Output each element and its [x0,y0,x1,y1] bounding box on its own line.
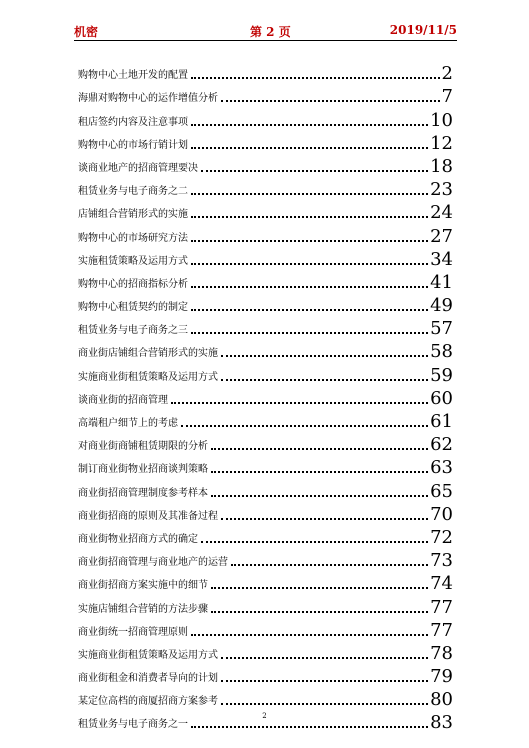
toc-entry-page: 24 [430,202,453,224]
toc-entry[interactable] [78,292,453,315]
toc-entry-page: 27 [430,225,453,247]
toc-entry-title: 谈商业街的招商管理 [78,394,168,406]
toc-dot-leader [191,263,428,265]
toc-entry-title: 购物中心的市场研究方法 [78,232,188,244]
toc-dot-leader [221,379,428,381]
toc-entry[interactable] [78,524,453,547]
toc-entry-title: 商业街租金和消费者导向的计划 [78,673,218,685]
toc-entry[interactable] [78,222,453,245]
toc-entry-page: 58 [430,341,453,363]
toc-entry-page: 12 [430,132,453,154]
toc-entry-title: 商业街招商管理制度参考样本 [78,487,208,499]
toc-entry[interactable] [78,269,453,292]
toc-dot-leader [191,726,428,728]
toc-entry-title: 商业街招商的原则及其准备过程 [78,510,218,522]
toc-dot-leader [171,402,428,404]
toc-entry-page: 10 [430,109,453,131]
toc-dot-leader [211,587,428,589]
toc-entry-page: 63 [430,457,453,479]
toc-dot-leader [211,448,428,450]
toc-entry-title: 租赁业务与电子商务之一 [78,719,188,731]
toc-entry-title: 租赁业务与电子商务之三 [78,325,188,337]
toc-entry-title: 实施店铺组合营销的方法步骤 [78,603,208,615]
toc-entry-title: 购物中心土地开发的配置 [78,70,188,82]
toc-entry-title: 实施商业街租赁策略及运用方式 [78,371,218,383]
page-header [74,22,457,41]
toc-entry-title: 实施租赁策略及运用方式 [78,255,188,267]
toc-entry-page: 18 [430,155,453,177]
toc-entry-page: 65 [430,480,453,502]
toc-entry-page: 59 [430,364,453,386]
toc-dot-leader [191,193,428,195]
toc-dot-leader [191,147,428,149]
toc-entry-page: 79 [430,666,453,688]
toc-dot-leader [211,495,428,497]
toc-dot-leader [191,216,428,218]
toc-dot-leader [191,77,440,79]
toc-entry-page: 72 [430,526,453,548]
toc-entry[interactable] [78,246,453,269]
table-of-contents [78,60,453,732]
toc-entry[interactable] [78,361,453,384]
toc-entry-page: 83 [430,712,453,734]
toc-entry-title: 商业街统一招商管理原则 [78,626,188,638]
toc-entry-page: 34 [430,248,453,270]
toc-entry-page: 2 [441,63,453,85]
toc-entry[interactable] [78,663,453,686]
toc-dot-leader [221,703,428,705]
toc-entry-title: 商业街招商方案实施中的细节 [78,580,208,592]
toc-entry[interactable] [78,385,453,408]
toc-entry[interactable] [78,501,453,524]
toc-entry-page: 77 [430,619,453,641]
toc-entry-title: 制订商业街物业招商谈判策略 [78,464,208,476]
toc-entry[interactable] [78,617,453,640]
toc-entry-page: 61 [430,411,453,432]
toc-entry-title: 购物中心租赁契约的制定 [78,302,188,314]
toc-entry-page: 62 [430,434,453,456]
footer-page-number: 2 [262,712,267,720]
toc-entry[interactable] [78,686,453,709]
toc-entry-title: 商业街店铺组合营销形式的实施 [78,348,218,360]
toc-entry[interactable] [78,477,453,500]
toc-dot-leader [191,309,428,311]
toc-entry-title: 对商业街商铺租赁期限的分析 [78,441,208,453]
confidential-label: 机密 [74,25,99,39]
toc-dot-leader [191,332,428,334]
toc-entry-page: 41 [430,271,453,293]
toc-entry[interactable] [78,547,453,570]
toc-entry[interactable] [78,153,453,176]
toc-entry-title: 商业街招商管理与商业地产的运营 [78,557,228,569]
toc-entry-title: 租赁业务与电子商务之二 [78,186,188,198]
toc-entry[interactable] [78,640,453,663]
toc-dot-leader [191,240,428,242]
toc-entry[interactable] [78,176,453,199]
toc-entry[interactable] [78,130,453,153]
toc-entry-title: 某定位高档的商厦招商方案参考 [78,696,218,708]
toc-entry-page: 78 [430,642,453,664]
toc-entry-page: 80 [430,689,453,711]
toc-entry-page: 7 [441,86,453,108]
toc-entry[interactable] [78,454,453,477]
toc-entry[interactable] [78,60,453,83]
toc-entry-title: 高端租户细节上的考虑 [78,418,178,429]
toc-entry-page: 77 [430,596,453,618]
toc-entry[interactable] [78,106,453,129]
toc-entry[interactable] [78,315,453,338]
toc-entry[interactable] [78,408,453,431]
toc-entry-title: 购物中心的招商指标分析 [78,278,188,290]
toc-dot-leader [231,564,428,566]
toc-dot-leader [211,611,428,613]
header-page-label: 第 2 页 [250,25,291,39]
header-date: 2019/11/5 [389,23,457,37]
toc-dot-leader [201,541,428,543]
toc-entry-page: 49 [430,295,453,317]
toc-dot-leader [201,170,428,172]
toc-dot-leader [221,355,428,357]
toc-entry-title: 租店签约内容及注意事项 [78,116,188,128]
toc-entry-page: 74 [430,573,453,595]
toc-entry[interactable] [78,593,453,616]
toc-entry-title: 店铺组合营销形式的实施 [78,209,188,221]
toc-entry-page: 60 [430,387,453,409]
toc-entry[interactable] [78,570,453,593]
toc-dot-leader [221,100,440,102]
toc-dot-leader [191,634,428,636]
toc-entry-page: 57 [430,318,453,340]
toc-entry-title: 海鼎对购物中心的运作增值分析 [78,93,218,105]
toc-dot-leader [191,286,428,288]
toc-dot-leader [211,471,428,473]
toc-entry-title: 购物中心的市场行销计划 [78,139,188,151]
toc-entry[interactable] [78,199,453,222]
toc-entry-page: 23 [430,179,453,201]
toc-entry-title: 谈商业地产的招商管理要决 [78,162,198,174]
toc-dot-leader [221,680,428,682]
toc-entry-title: 实施商业街租赁策略及运用方式 [78,649,218,661]
toc-entry-page: 70 [430,503,453,525]
toc-entry[interactable] [78,338,453,361]
toc-dot-leader [181,425,428,427]
toc-dot-leader [221,657,428,659]
toc-entry[interactable] [78,83,453,106]
toc-entry-page: 73 [430,550,453,572]
toc-dot-leader [221,518,428,520]
toc-dot-leader [191,124,428,126]
toc-entry-title: 商业街物业招商方式的确定 [78,533,198,545]
toc-entry[interactable] [78,431,453,454]
